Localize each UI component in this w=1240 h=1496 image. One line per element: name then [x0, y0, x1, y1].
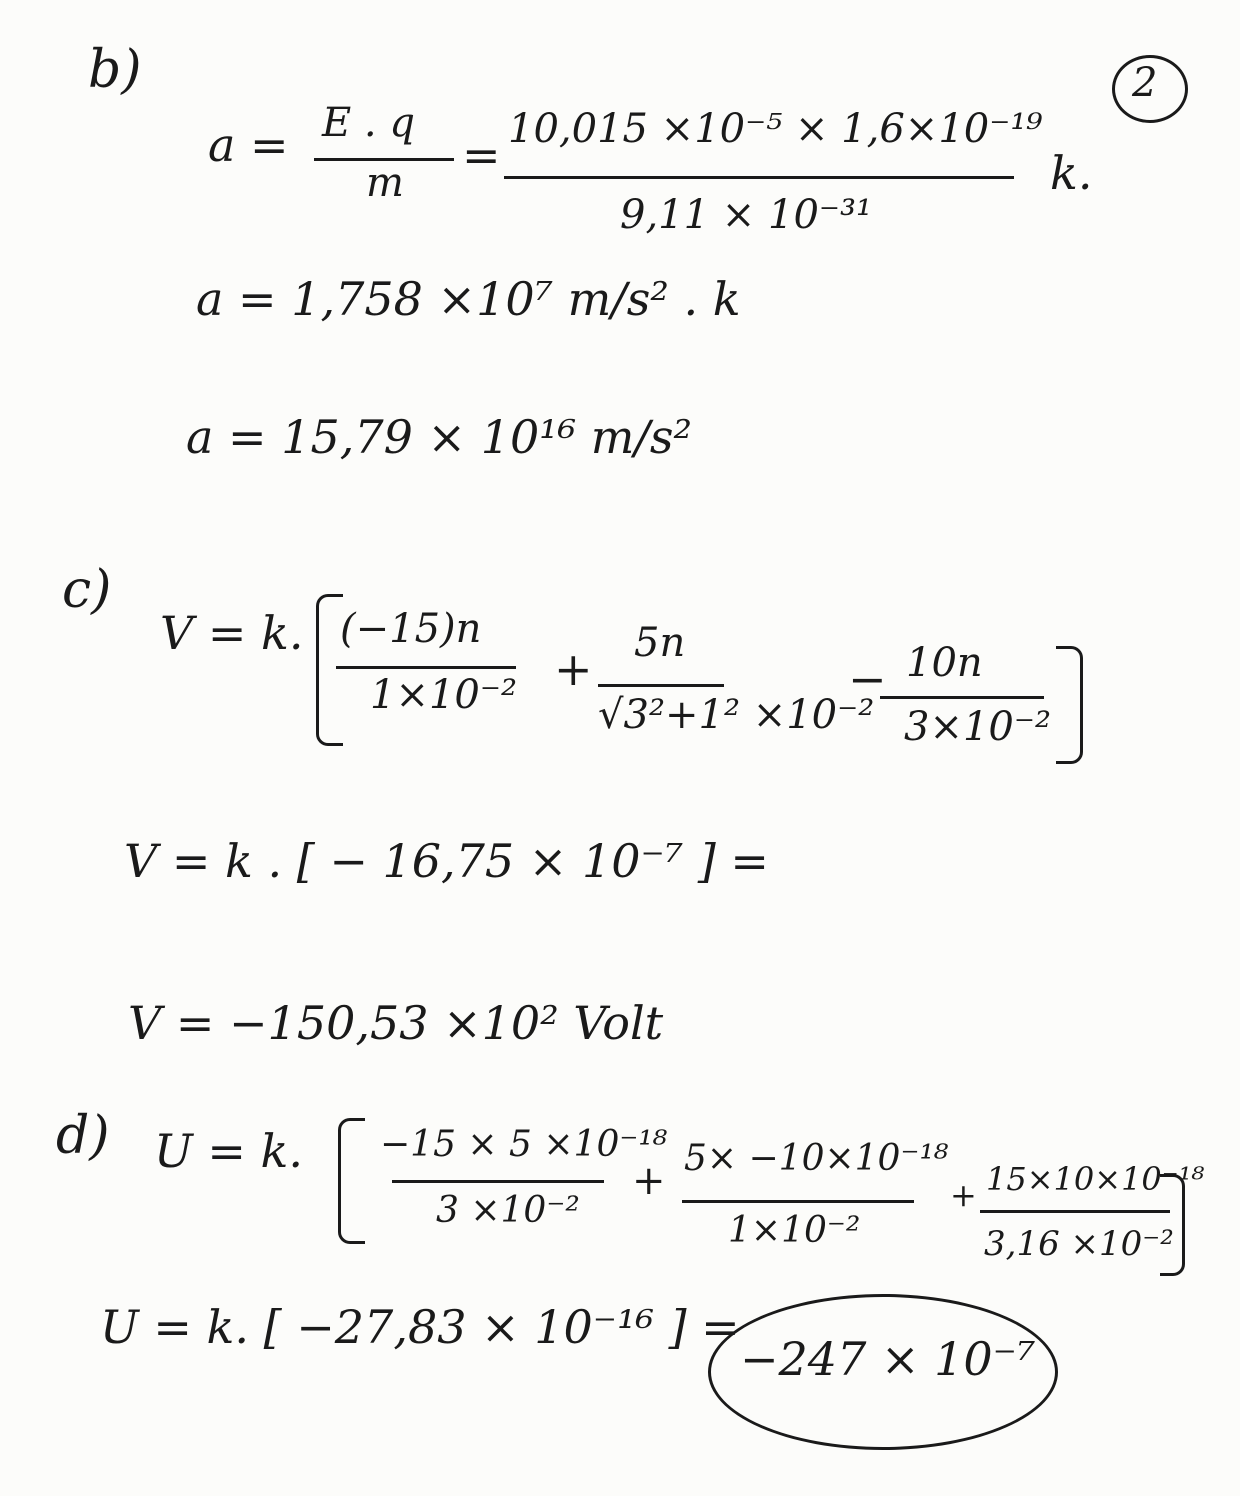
part-b-line1-eq: = [462, 128, 501, 182]
part-b-line1-den: m [366, 160, 404, 206]
part-c-line2: V = k . [ − 16,75 × 10⁻⁷ ] = [124, 834, 769, 888]
part-b-line1-rhs-num: 10,015 ×10⁻⁵ × 1,6×10⁻¹⁹ [508, 106, 1043, 152]
part-b-label: b) [88, 40, 142, 100]
part-d-lhs: U = k. [154, 1124, 304, 1178]
part-c-fraction-bar-2 [598, 684, 724, 687]
part-c-line3: V = −150,53 ×10² Volt [128, 996, 664, 1050]
part-c-term3-num: 10n [906, 640, 983, 686]
part-c-fraction-bar-1 [336, 666, 516, 669]
part-b-line1-num: E . q [322, 100, 415, 146]
part-c-term2-num: 5n [634, 620, 686, 666]
part-d-term3-num: 15×10×10⁻¹⁸ [986, 1160, 1205, 1198]
part-d-term3-den: 3,16 ×10⁻² [984, 1224, 1174, 1264]
part-d-term1-num: −15 × 5 ×10⁻¹⁸ [380, 1124, 668, 1165]
part-c-term2-den: √3²+1² ×10⁻² [598, 692, 875, 738]
part-d-fraction-bar-3 [980, 1210, 1170, 1213]
part-d-fraction-bar-2 [682, 1200, 914, 1203]
part-c-plus: + [554, 642, 593, 696]
part-c-term1-den: 1×10⁻² [370, 672, 518, 718]
part-c-term3-den: 3×10⁻² [904, 704, 1052, 750]
part-c-lhs: V = k. [160, 606, 304, 660]
part-b-line1-rhs-den: 9,11 × 10⁻³¹ [620, 192, 873, 238]
page-number: 2 [1132, 60, 1158, 106]
part-d-line2: U = k. [ −27,83 × 10⁻¹⁶ ] = [100, 1300, 740, 1354]
part-c-fraction-bar-3 [880, 696, 1044, 699]
part-c-minus: − [848, 652, 887, 706]
part-d-bracket-close [1160, 1174, 1185, 1276]
part-d-plus2: + [950, 1176, 977, 1214]
part-d-term1-den: 3 ×10⁻² [436, 1190, 580, 1231]
part-c-label: c) [62, 560, 112, 620]
part-b-line3: a = 15,79 × 10¹⁶ m/s² [186, 410, 692, 464]
part-c-bracket-close [1056, 646, 1083, 764]
part-c-term1-num: (−15)n [340, 606, 482, 652]
part-b-line1-lhs: a = [208, 118, 289, 172]
part-d-term2-num: 5× −10×10⁻¹⁸ [684, 1138, 949, 1179]
part-d-bracket-open [338, 1118, 365, 1244]
part-d-fraction-bar-1 [392, 1180, 604, 1183]
part-d-term2-den: 1×10⁻² [728, 1210, 861, 1251]
part-c-bracket-open [316, 594, 343, 746]
part-d-plus1: + [632, 1158, 666, 1204]
part-d-answer: −247 × 10⁻⁷ [740, 1332, 1036, 1386]
part-d-label: d) [56, 1106, 110, 1166]
part-b-line2: a = 1,758 ×10⁷ m/s² . k [196, 272, 741, 326]
part-b-line1-k: k. [1050, 146, 1093, 200]
part-b-fraction-bar-2 [504, 176, 1014, 179]
